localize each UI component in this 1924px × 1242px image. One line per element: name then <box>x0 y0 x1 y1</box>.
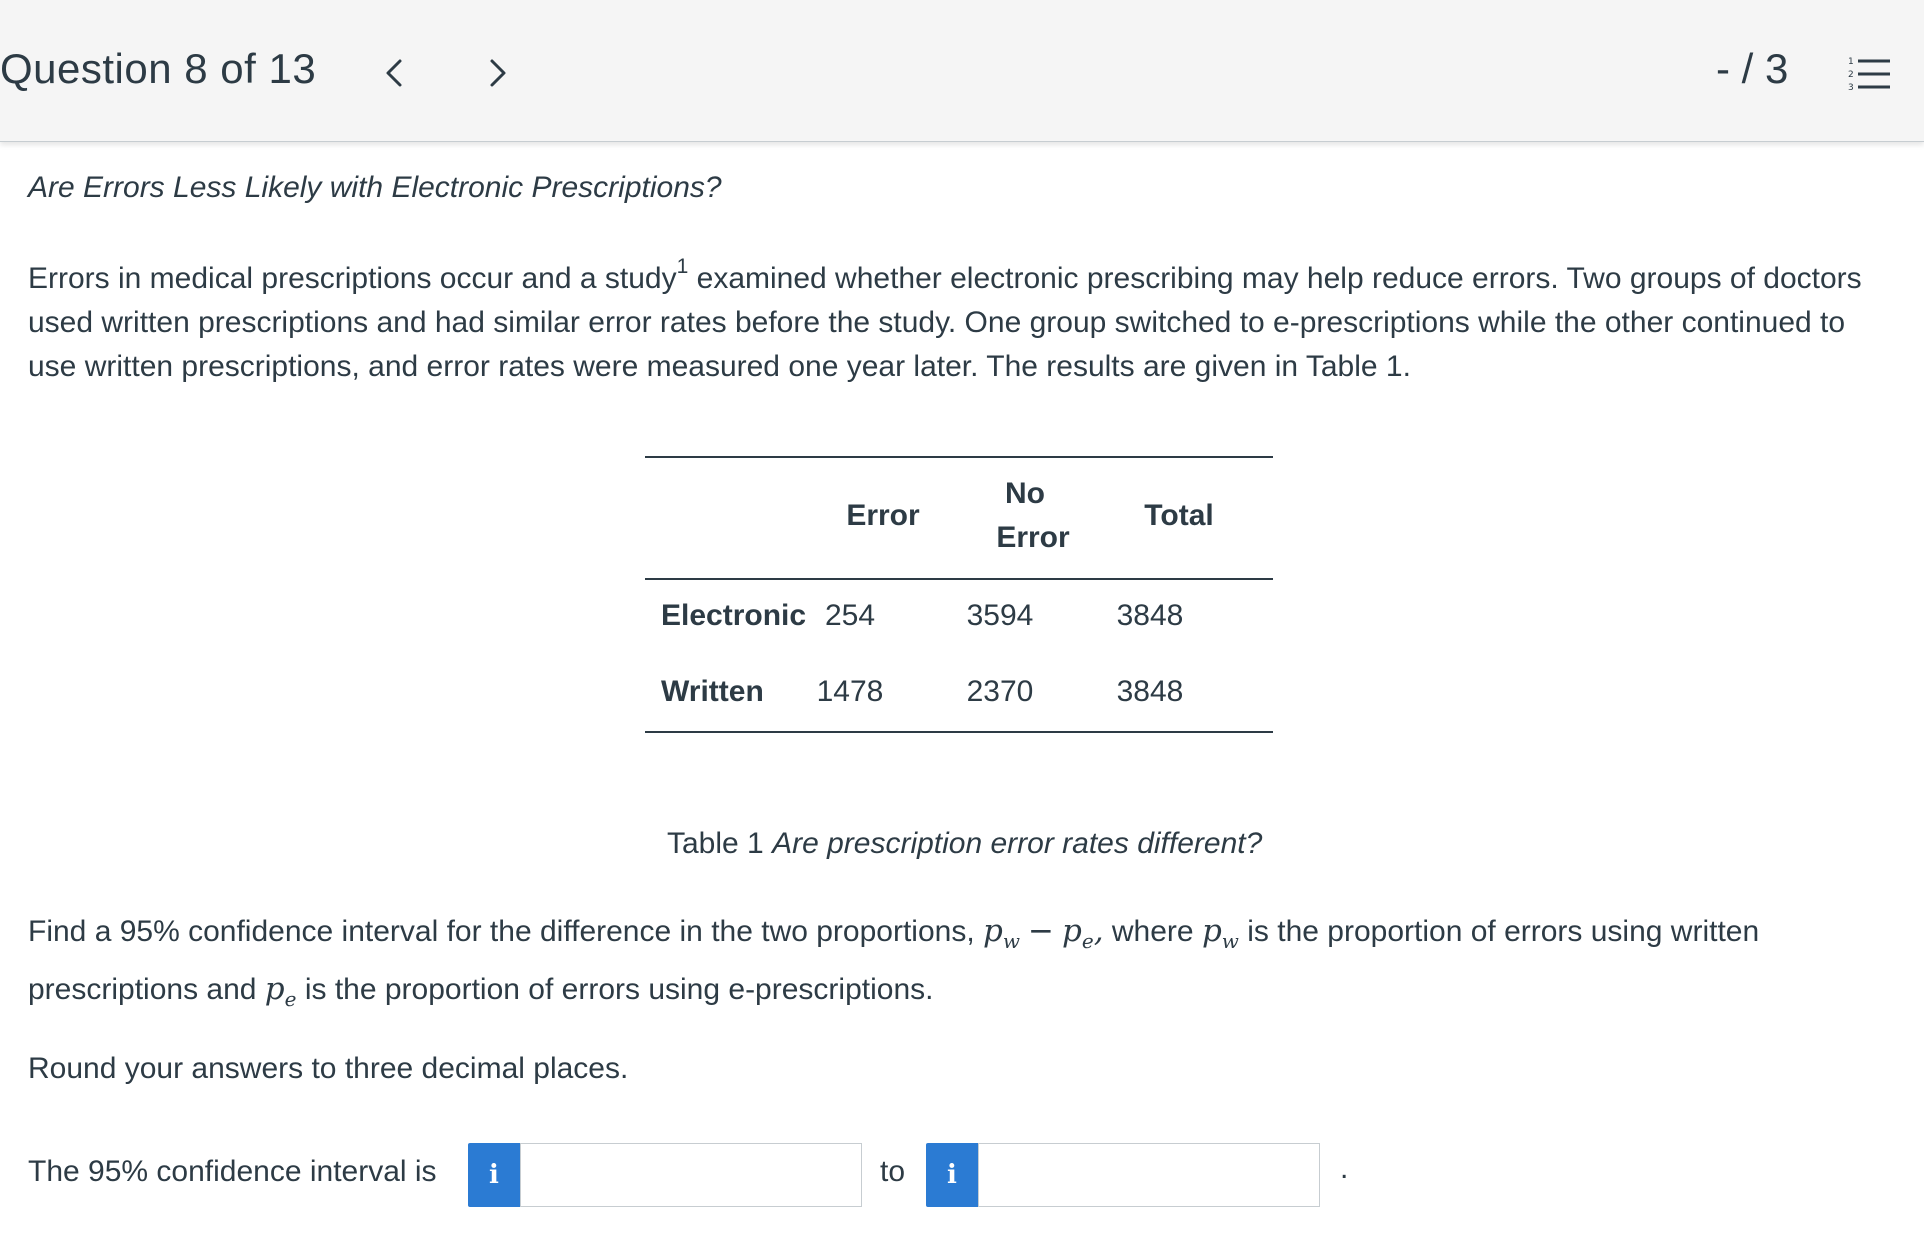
upper-bound-input[interactable] <box>978 1143 1320 1207</box>
svg-text:3: 3 <box>1848 83 1854 93</box>
row-label-electronic: Electronic <box>661 599 807 632</box>
cell-written-error: 1478 <box>816 675 884 708</box>
table-bottom-rule <box>645 731 1273 733</box>
answer-label: The 95% confidence interval is <box>28 1155 437 1188</box>
caption-text: Are prescription error rates different? <box>772 827 1263 860</box>
table-caption <box>667 827 1262 861</box>
lower-bound-input[interactable] <box>520 1143 862 1207</box>
header-error: Error <box>846 499 920 532</box>
row-label-written: Written <box>661 675 764 708</box>
lower-bound-info-button[interactable] <box>468 1143 520 1207</box>
caption-prefix: Table 1 <box>667 827 773 860</box>
to-label: to <box>880 1155 906 1188</box>
header-total: Total <box>1144 499 1214 532</box>
prompt-part2: where <box>1103 915 1202 948</box>
question-counter: Question 8 of 13 <box>0 45 317 92</box>
cell-electronic-error: 254 <box>824 599 876 632</box>
header-no-error-line2: Error <box>996 521 1070 554</box>
upper-bound-info-button[interactable] <box>926 1143 978 1207</box>
footnote-marker: 1 <box>676 255 689 278</box>
table-header-rule <box>645 578 1273 580</box>
cell-written-total: 3848 <box>1116 675 1184 708</box>
answer-row <box>28 1142 1924 1208</box>
question-list-button[interactable] <box>1846 55 1892 93</box>
table-top-rule <box>645 456 1273 458</box>
header-no-error-line1: No <box>1005 477 1045 510</box>
info-icon: i <box>489 1160 499 1190</box>
prompt-part4: is the proportion of errors using e-prescriptions. <box>296 973 934 1007</box>
description-text-part1: Errors in medical prescriptions occur and a study <box>28 262 677 295</box>
prompt-part3: is the proportion of errors using written prescriptions and <box>28 915 1760 1007</box>
chevron-right-icon <box>489 58 507 88</box>
math-p-w: $p_w$ <box>1201 913 1239 954</box>
numbered-list-icon <box>1846 55 1892 93</box>
rounding-instruction: Round your answers to three decimal places. <box>28 1052 629 1085</box>
question-prompt <box>28 907 1898 1023</box>
math-p-e: $p_e$ <box>264 971 297 1012</box>
previous-question-button[interactable] <box>374 50 414 96</box>
chevron-left-icon <box>385 58 403 88</box>
cell-written-no-error: 2370 <box>966 675 1034 708</box>
math-p-w-minus-p-e: $p_w - p_e$, <box>983 913 1104 954</box>
info-icon: i <box>947 1160 957 1190</box>
svg-text:1: 1 <box>1848 57 1854 67</box>
description-text-part2: examined whether electronic prescribing may help reduce errors. Two groups of doctors used written prescriptions and had similar error rates before the study. One group switched to e-prescriptions while the other continued to use written prescriptions, and error rates were measured one year later. The results are given in Table 1. <box>28 262 1862 383</box>
cell-electronic-no-error: 3594 <box>966 599 1034 632</box>
score-display: - / 3 <box>1716 45 1789 92</box>
svg-text:2: 2 <box>1848 70 1854 80</box>
problem-description <box>28 257 1898 389</box>
problem-subtitle: Are Errors Less Likely with Electronic Prescriptions? <box>28 171 722 204</box>
next-question-button[interactable] <box>478 50 518 96</box>
prompt-part1: Find a 95% confidence interval for the difference in the two proportions, <box>28 915 984 948</box>
question-header-bar <box>0 0 1924 142</box>
cell-electronic-total: 3848 <box>1116 599 1184 632</box>
answer-period: . <box>1340 1152 1349 1185</box>
